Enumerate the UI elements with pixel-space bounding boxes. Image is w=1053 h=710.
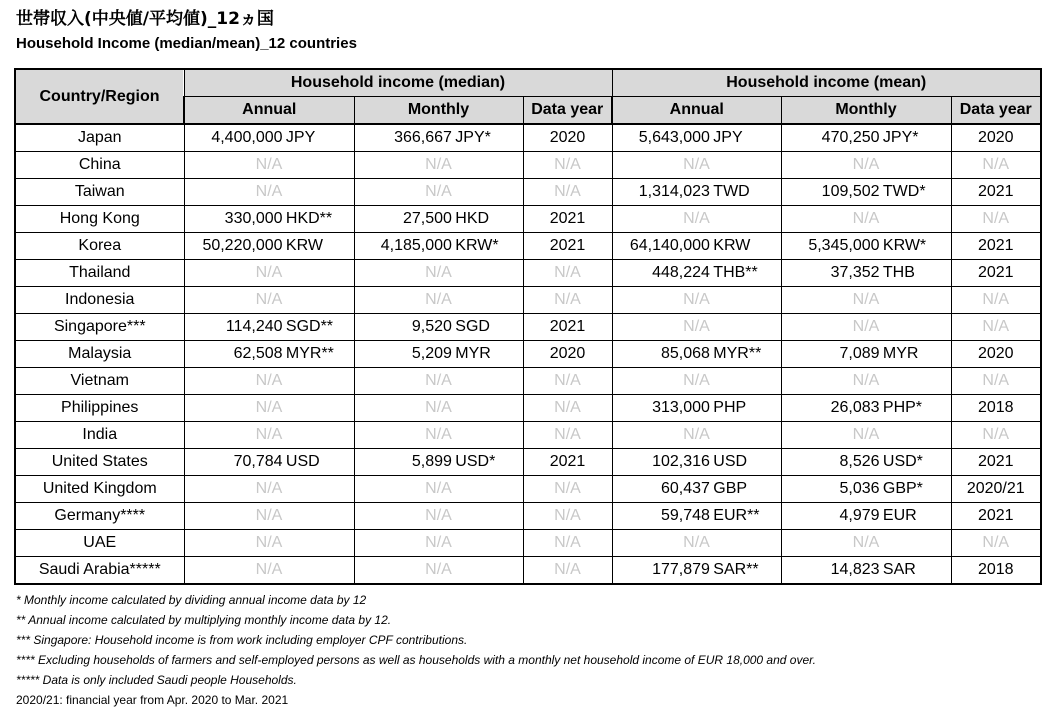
amount: 109,502 (821, 183, 880, 200)
currency-unit: KRW* (882, 237, 927, 254)
currency-unit: USD (713, 453, 748, 470)
value-cell (612, 233, 781, 260)
footnote: ***** Data is only included Saudi people Households. (16, 673, 297, 687)
value-cell (354, 341, 523, 368)
currency-unit: GBP* (882, 480, 923, 497)
country-name: Taiwan (15, 179, 184, 206)
value-cell (612, 476, 781, 503)
value-cell (184, 206, 354, 233)
value-cell (184, 422, 354, 449)
mean-group-header: Household income (mean) (612, 69, 1041, 97)
amount: 9,520 (411, 318, 452, 335)
amount: 4,979 (839, 507, 880, 524)
currency-unit: JPY (713, 129, 743, 146)
value-cell (354, 503, 523, 530)
data-year-cell: 2021 (523, 449, 612, 476)
currency-unit: SGD** (285, 318, 334, 335)
country-name: Vietnam (15, 368, 184, 395)
table-row (15, 179, 1041, 206)
data-year-cell (523, 260, 612, 287)
data-year-cell: 2020 (523, 124, 612, 152)
na-value: N/A (554, 426, 581, 443)
currency-unit: MYR** (713, 345, 762, 362)
value-cell (184, 260, 354, 287)
data-year-cell (523, 503, 612, 530)
data-year-cell: 2021 (951, 179, 1041, 206)
data-year-cell: 2018 (951, 395, 1041, 422)
na-value: N/A (425, 183, 452, 200)
data-year-cell (523, 395, 612, 422)
na-value: N/A (554, 507, 581, 524)
value-cell (184, 314, 354, 341)
na-value: N/A (425, 291, 452, 308)
data-year-cell: 2021 (951, 449, 1041, 476)
currency-unit: EUR** (713, 507, 760, 524)
na-value: N/A (425, 507, 452, 524)
data-year-cell (951, 287, 1041, 314)
median-group-header: Household income (median) (184, 69, 612, 97)
amount: 4,185,000 (380, 237, 452, 254)
currency-unit: KRW* (455, 237, 499, 254)
table-row (15, 449, 1041, 476)
page-title-japanese: 世帯収入(中央値/平均値)_12ヵ国 (16, 9, 274, 29)
amount: 313,000 (652, 399, 710, 416)
na-value: N/A (852, 156, 880, 173)
amount: 64,140,000 (629, 237, 710, 254)
amount: 330,000 (224, 210, 283, 227)
data-year-cell (951, 206, 1041, 233)
na-value: N/A (255, 561, 283, 578)
na-value: N/A (425, 372, 452, 389)
currency-unit: TWD* (882, 183, 926, 200)
amount: 62,508 (233, 345, 283, 362)
table-row (15, 287, 1041, 314)
na-value: N/A (554, 183, 581, 200)
table-row (15, 530, 1041, 557)
table-row (15, 152, 1041, 179)
amount: 60,437 (661, 480, 710, 497)
country-name: UAE (15, 530, 184, 557)
na-value: N/A (852, 318, 880, 335)
data-year-cell: 2018 (951, 557, 1041, 585)
amount: 470,250 (821, 129, 880, 146)
amount: 26,083 (830, 399, 880, 416)
currency-unit: THB (882, 264, 915, 281)
value-cell (612, 368, 781, 395)
amount: 37,352 (830, 264, 880, 281)
country-name: Korea (15, 233, 184, 260)
value-cell (184, 368, 354, 395)
amount: 5,036 (839, 480, 880, 497)
na-value: N/A (255, 534, 283, 551)
value-cell (612, 449, 781, 476)
amount: 448,224 (652, 264, 710, 281)
data-year-cell: 2021 (523, 206, 612, 233)
data-year-cell: 2020/21 (951, 476, 1041, 503)
value-cell (612, 530, 781, 557)
value-cell (612, 341, 781, 368)
na-value: N/A (425, 399, 452, 416)
na-value: N/A (982, 156, 1010, 173)
table-row (15, 314, 1041, 341)
footnote: * Monthly income calculated by dividing annual income data by 12 (16, 593, 367, 607)
value-cell (354, 179, 523, 206)
na-value: N/A (554, 561, 581, 578)
data-year-cell (523, 179, 612, 206)
table-row (15, 341, 1041, 368)
data-year-cell (523, 530, 612, 557)
value-cell (781, 368, 951, 395)
country-name: Singapore*** (15, 314, 184, 341)
value-cell (781, 260, 951, 287)
na-value: N/A (683, 318, 710, 335)
amount: 70,784 (233, 453, 283, 470)
table-body (15, 124, 1041, 584)
data-year-cell: 2021 (951, 233, 1041, 260)
table-row (15, 395, 1041, 422)
value-cell (184, 476, 354, 503)
amount: 5,209 (411, 345, 452, 362)
footnote: ** Annual income calculated by multiplying monthly income data by 12. (16, 613, 392, 627)
data-year-cell: 2020 (951, 341, 1041, 368)
mean-monthly-header: Monthly (781, 97, 951, 125)
table-row (15, 206, 1041, 233)
table-row (15, 476, 1041, 503)
currency-unit: HKD** (285, 210, 333, 227)
currency-unit: USD* (455, 453, 496, 470)
table-row (15, 557, 1041, 585)
amount: 366,667 (394, 129, 452, 146)
value-cell (354, 287, 523, 314)
value-cell (781, 476, 951, 503)
na-value: N/A (852, 426, 880, 443)
na-value: N/A (255, 426, 283, 443)
value-cell (612, 260, 781, 287)
currency-unit: HKD (455, 210, 490, 227)
value-cell (781, 557, 951, 585)
data-year-cell (523, 152, 612, 179)
value-cell (354, 152, 523, 179)
country-name: India (15, 422, 184, 449)
na-value: N/A (683, 210, 710, 227)
value-cell (354, 449, 523, 476)
na-value: N/A (554, 372, 581, 389)
value-cell (354, 476, 523, 503)
na-value: N/A (425, 561, 452, 578)
value-cell (612, 152, 781, 179)
value-cell (612, 422, 781, 449)
value-cell (184, 395, 354, 422)
value-cell (354, 422, 523, 449)
country-name: Indonesia (15, 287, 184, 314)
currency-unit: MYR (882, 345, 919, 362)
country-name: United Kingdom (15, 476, 184, 503)
value-cell (612, 503, 781, 530)
value-cell (781, 449, 951, 476)
footnote: *** Singapore: Household income is from work including employer CPF contributions. (16, 633, 468, 647)
data-year-cell (951, 314, 1041, 341)
na-value: N/A (982, 210, 1010, 227)
data-year-cell: 2020 (523, 341, 612, 368)
value-cell (184, 287, 354, 314)
value-cell (354, 233, 523, 260)
footnote: **** Excluding households of farmers and self-employed persons as well as households with a monthly net household income of EUR 18,000 and over. (16, 653, 817, 667)
currency-unit: PHP* (882, 399, 923, 416)
value-cell (184, 152, 354, 179)
data-year-cell (523, 476, 612, 503)
value-cell (184, 449, 354, 476)
value-cell (781, 206, 951, 233)
amount: 5,643,000 (638, 129, 710, 146)
data-year-cell (523, 368, 612, 395)
median-annual-header: Annual (184, 97, 354, 125)
value-cell (184, 503, 354, 530)
mean-data-year-header: Data year (951, 97, 1041, 125)
page-title-english: Household Income (median/mean)_12 countries (16, 35, 357, 52)
value-cell (612, 206, 781, 233)
na-value: N/A (683, 156, 710, 173)
value-cell (354, 557, 523, 585)
value-cell (781, 179, 951, 206)
amount: 114,240 (225, 318, 283, 335)
country-name: Germany**** (15, 503, 184, 530)
table-row (15, 503, 1041, 530)
country-name: Saudi Arabia***** (15, 557, 184, 585)
na-value: N/A (852, 534, 880, 551)
amount: 27,500 (403, 210, 452, 227)
na-value: N/A (683, 534, 710, 551)
amount: 102,316 (652, 453, 710, 470)
na-value: N/A (255, 480, 283, 497)
currency-unit: KRW (713, 237, 751, 254)
value-cell (781, 422, 951, 449)
value-cell (184, 124, 354, 152)
value-cell (612, 557, 781, 585)
currency-unit: SAR** (713, 561, 759, 578)
value-cell (612, 179, 781, 206)
na-value: N/A (554, 399, 581, 416)
data-year-cell: 2021 (951, 503, 1041, 530)
footnotes (16, 590, 816, 710)
income-table (14, 68, 1042, 585)
value-cell (612, 395, 781, 422)
currency-unit: GBP (713, 480, 748, 497)
data-year-cell: 2020 (951, 124, 1041, 152)
data-year-cell: 2021 (523, 233, 612, 260)
na-value: N/A (554, 480, 581, 497)
currency-unit: TWD (713, 183, 750, 200)
na-value: N/A (425, 156, 452, 173)
na-value: N/A (255, 507, 283, 524)
value-cell (781, 152, 951, 179)
table-row (15, 233, 1041, 260)
country-name: China (15, 152, 184, 179)
currency-unit: JPY (285, 129, 316, 146)
data-year-cell: 2021 (523, 314, 612, 341)
value-cell (612, 287, 781, 314)
value-cell (184, 179, 354, 206)
table-row (15, 124, 1041, 152)
value-cell (781, 287, 951, 314)
value-cell (354, 314, 523, 341)
na-value: N/A (255, 291, 283, 308)
data-year-cell (951, 152, 1041, 179)
table-row (15, 260, 1041, 287)
country-name: Malaysia (15, 341, 184, 368)
value-cell (612, 314, 781, 341)
na-value: N/A (255, 264, 283, 281)
country-name: Hong Kong (15, 206, 184, 233)
value-cell (781, 503, 951, 530)
na-value: N/A (683, 372, 710, 389)
data-year-cell (523, 287, 612, 314)
mean-annual-header: Annual (612, 97, 781, 125)
currency-unit: SAR (882, 561, 916, 578)
data-year-cell (523, 422, 612, 449)
na-value: N/A (554, 534, 581, 551)
country-name: Thailand (15, 260, 184, 287)
value-cell (354, 530, 523, 557)
na-value: N/A (982, 291, 1010, 308)
currency-unit: MYR (455, 345, 491, 362)
na-value: N/A (852, 291, 880, 308)
value-cell (781, 341, 951, 368)
na-value: N/A (554, 264, 581, 281)
amount: 8,526 (839, 453, 880, 470)
currency-unit: USD (285, 453, 320, 470)
value-cell (354, 395, 523, 422)
value-cell (184, 233, 354, 260)
na-value: N/A (425, 534, 452, 551)
amount: 5,345,000 (808, 237, 880, 254)
amount: 85,068 (661, 345, 710, 362)
na-value: N/A (683, 291, 710, 308)
na-value: N/A (255, 372, 283, 389)
na-value: N/A (982, 318, 1010, 335)
amount: 50,220,000 (202, 237, 283, 254)
value-cell (781, 530, 951, 557)
country-name: Philippines (15, 395, 184, 422)
value-cell (781, 124, 951, 152)
na-value: N/A (982, 372, 1010, 389)
amount: 59,748 (661, 507, 710, 524)
value-cell (781, 233, 951, 260)
na-value: N/A (852, 372, 880, 389)
currency-unit: EUR (882, 507, 917, 524)
value-cell (184, 530, 354, 557)
na-value: N/A (852, 210, 880, 227)
amount: 1,314,023 (638, 183, 710, 200)
data-year-cell: 2021 (951, 260, 1041, 287)
na-value: N/A (554, 156, 581, 173)
currency-unit: PHP (713, 399, 747, 416)
na-value: N/A (683, 426, 710, 443)
value-cell (184, 557, 354, 585)
currency-unit: MYR** (285, 345, 334, 362)
country-name: Japan (15, 124, 184, 152)
na-value: N/A (982, 426, 1010, 443)
value-cell (354, 206, 523, 233)
value-cell (781, 395, 951, 422)
na-value: N/A (425, 480, 452, 497)
median-monthly-header: Monthly (354, 97, 523, 125)
na-value: N/A (255, 183, 283, 200)
data-year-cell (523, 557, 612, 585)
currency-unit: JPY* (455, 129, 491, 146)
data-year-cell (951, 422, 1041, 449)
na-value: N/A (982, 534, 1010, 551)
value-cell (354, 260, 523, 287)
country-name: United States (15, 449, 184, 476)
table-row (15, 422, 1041, 449)
amount: 177,879 (652, 561, 710, 578)
data-year-cell (951, 530, 1041, 557)
currency-unit: THB** (713, 264, 758, 281)
value-cell (612, 124, 781, 152)
currency-unit: KRW (285, 237, 323, 254)
currency-unit: JPY* (882, 129, 919, 146)
value-cell (184, 341, 354, 368)
data-year-cell (951, 368, 1041, 395)
amount: 5,899 (411, 453, 452, 470)
value-cell (781, 314, 951, 341)
median-data-year-header: Data year (523, 97, 612, 125)
na-value: N/A (255, 399, 283, 416)
footnote: 2020/21: financial year from Apr. 2020 to Mar. 2021 (16, 693, 289, 707)
country-region-header: Country/Region (15, 69, 184, 124)
amount: 4,400,000 (211, 129, 283, 146)
na-value: N/A (255, 156, 283, 173)
amount: 14,823 (830, 561, 880, 578)
currency-unit: USD* (882, 453, 923, 470)
na-value: N/A (554, 291, 581, 308)
value-cell (354, 124, 523, 152)
na-value: N/A (425, 426, 452, 443)
value-cell (354, 368, 523, 395)
table-row (15, 368, 1041, 395)
na-value: N/A (425, 264, 452, 281)
amount: 7,089 (839, 345, 880, 362)
currency-unit: SGD (455, 318, 490, 335)
